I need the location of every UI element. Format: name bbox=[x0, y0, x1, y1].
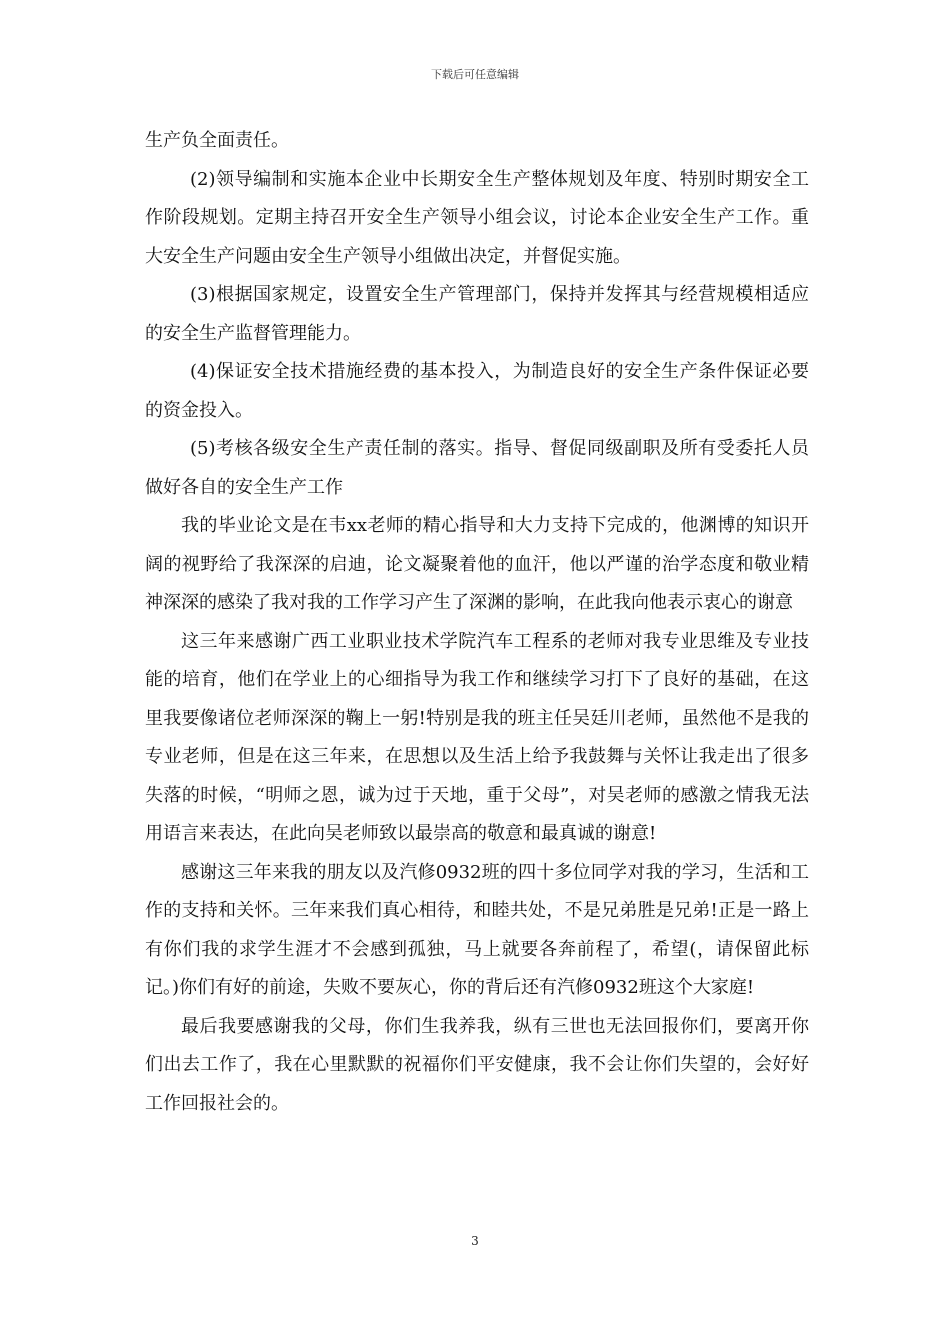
paragraph-6: 我的毕业论文是在韦xx老师的精心指导和大力支持下完成的，他渊博的知识开阔的视野给了我深深的启迪，论文凝聚着他的血汗，他以严谨的治学态度和敬业精神深深的感染了我对我的工作学习产生了深渊的影响，在此我向他表示衷心的谢意 bbox=[145, 515, 809, 613]
paragraph-4: (4)保证安全技术措施经费的基本投入，为制造良好的安全生产条件保证必要的资金投入。 bbox=[145, 361, 809, 421]
page-header: 下载后可任意编辑 bbox=[431, 68, 519, 81]
paragraph-5: (5)考核各级安全生产责任制的落实。指导、督促同级副职及所有受委托人员做好各自的安全生产工作 bbox=[145, 438, 809, 498]
document-body bbox=[145, 122, 809, 1123]
page-number: 3 bbox=[471, 1234, 479, 1248]
paragraph-2: (2)领导编制和实施本企业中长期安全生产整体规划及年度、特别时期安全工作阶段规划。定期主持召开安全生产领导小组会议，讨论本企业安全生产工作。重大安全生产问题由安全生产领导小组做出决定，并督促实施。 bbox=[145, 168, 809, 267]
paragraph-1: 生产负全面责任。 bbox=[145, 130, 289, 151]
paragraph-8: 感谢这三年来我的朋友以及汽修0932班的四十多位同学对我的学习，生活和工作的支持和关怀。三年来我们真心相待，和睦共处，不是兄弟胜是兄弟!正是一路上有你们我的求学生涯才不会感到孤独，马上就要各奔前程了，希望(，请保留此标记。)你们有好的前途，失败不要灰心，你的背后还有汽修0932班这个大家庭! bbox=[145, 861, 809, 998]
paragraph-7: 这三年来感谢广西工业职业技术学院汽车工程系的老师对我专业思维及专业技能的培育，他们在学业上的心细指导为我工作和继续学习打下了良好的基础，在这里我要像诸位老师深深的鞠上一躬!特别是我的班主任吴廷川老师，虽然他不是我的专业老师，但是在这三年来，在思想以及生活上给予我鼓舞与关怀让我走出了很多失落的时候，“明师之恩，诚为过于天地，重于父母”，对吴老师的感激之情我无法用语言来表达，在此向吴老师致以最崇高的敬意和最真诚的谢意! bbox=[145, 630, 809, 844]
paragraph-9: 最后我要感谢我的父母，你们生我养我，纵有三世也无法回报你们，要离开你们出去工作了，我在心里默默的祝福你们平安健康，我不会让你们失望的，会好好工作回报社会的。 bbox=[145, 1015, 809, 1114]
paragraph-3: (3)根据国家规定，设置安全生产管理部门，保持并发挥其与经营规模相适应的安全生产监督管理能力。 bbox=[145, 284, 809, 344]
